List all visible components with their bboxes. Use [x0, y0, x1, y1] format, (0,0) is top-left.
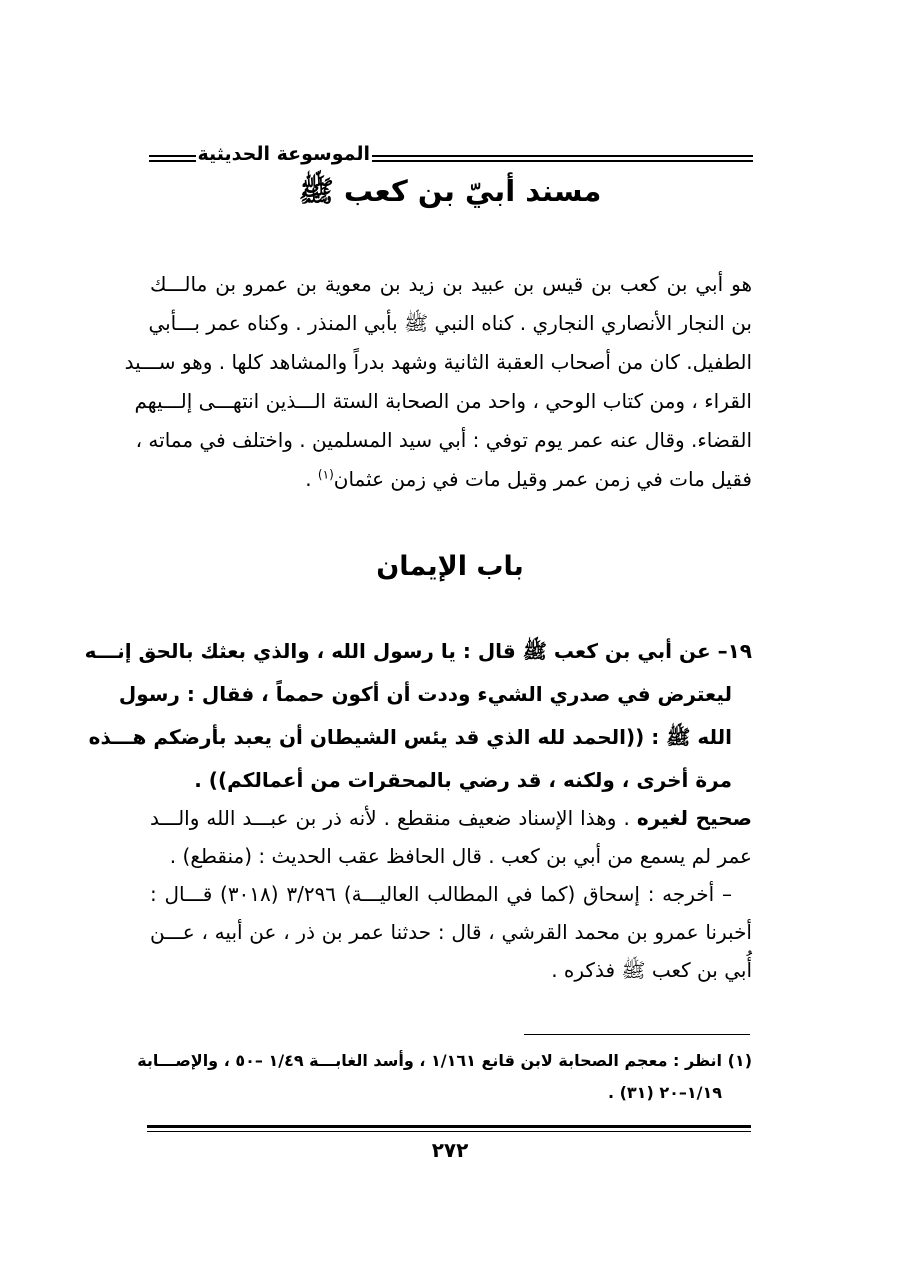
- hadith-line: ١٩– عن أبي بن كعب ﷺ قال : يا رسول الله ، والذي بعثك بالحق إنـــه: [84, 639, 752, 663]
- intro-line: القضاء. وقال عنه عمر يوم توفي : أبي سيد المسلمين . واختلف في مماته ،: [135, 428, 752, 452]
- grading-line-rest: . وهذا الإسناد ضعيف منقطع . لأنه ذر بن عبـــد الله والـــد: [150, 806, 637, 830]
- page-number: ٢٧٢: [431, 1138, 469, 1162]
- footer-rule-thick: [147, 1125, 751, 1128]
- chapter-title: مسند أبيّ بن كعب ﷺ: [298, 174, 602, 208]
- header-rule-right-bottom: [149, 160, 196, 162]
- takhrij-line: – أخرجه : إسحاق (كما في المطالب العاليـــة) ٣/٢٩٦ (٣٠١٨) قـــال :: [150, 882, 732, 906]
- intro-line: القراء ، ومن كتاب الوحي ، واحد من الصحابة الستة الـــذين انتهـــى إلـــيهم: [134, 389, 752, 413]
- header-rule-right-top: [149, 155, 196, 157]
- grading-line: عمر لم يسمع من أبي بن كعب . قال الحافظ عقب الحديث : (منقطع) .: [169, 844, 752, 868]
- takhrij-line: أخبرنا عمرو بن محمد القرشي ، قال : حدثنا عمر بن ذر ، عن أبيه ، عـــن: [150, 920, 752, 944]
- footnote-separator: [524, 1034, 750, 1035]
- header-rule-left-top: [372, 155, 753, 157]
- section-title: باب الإيمان: [376, 551, 524, 582]
- header-rule-left-bottom: [372, 160, 753, 162]
- grading-label: صحيح لغيره: [636, 806, 752, 830]
- intro-last-line-text: فقيل مات في زمن عمر وقيل مات في زمن عثمان: [333, 467, 752, 491]
- intro-line: الطفيل. كان من أصحاب العقبة الثانية وشهد بدراً والمشاهد كلها . وهو ســـيد: [124, 350, 752, 374]
- grading-line: [150, 799, 752, 837]
- intro-last-line: [305, 460, 752, 498]
- hadith-line: الله ﷺ : ((الحمد لله الذي قد يئس الشيطان أن يعبد بأرضكم هـــذه: [88, 725, 732, 749]
- running-title: الموسوعة الحديثية: [197, 143, 370, 165]
- intro-line: بن النجار الأنصاري النجاري . كناه النبي ﷺ بأبي المنذر . وكناه عمر بـــأبي: [148, 311, 752, 335]
- footnote-marker: (١): [317, 467, 334, 482]
- intro-last-line-end: .: [305, 467, 318, 491]
- takhrij-line: أُبي بن كعب ﷺ فذكره .: [551, 958, 752, 982]
- hadith-line: مرة أخرى ، ولكنه ، قد رضي بالمحقرات من أعمالكم)) .: [194, 768, 732, 792]
- footnote-line: ١/١٩–٢٠ (٣١) .: [607, 1083, 722, 1102]
- hadith-line: ليعترض في صدري الشيء وددت أن أكون حمماً ، فقال : رسول: [118, 682, 732, 706]
- intro-line: هو أبي بن كعب بن قيس بن عبيد بن زيد بن معوية بن عمرو بن مالـــك: [150, 272, 752, 296]
- footer-rule-thin: [147, 1131, 751, 1132]
- footnote-line: (١) انظر : معجم الصحابة لابن قانع ١/١٦١ ، وأسد الغابـــة ١/٤٩ –٥٠ ، والإصـــابة: [137, 1051, 752, 1070]
